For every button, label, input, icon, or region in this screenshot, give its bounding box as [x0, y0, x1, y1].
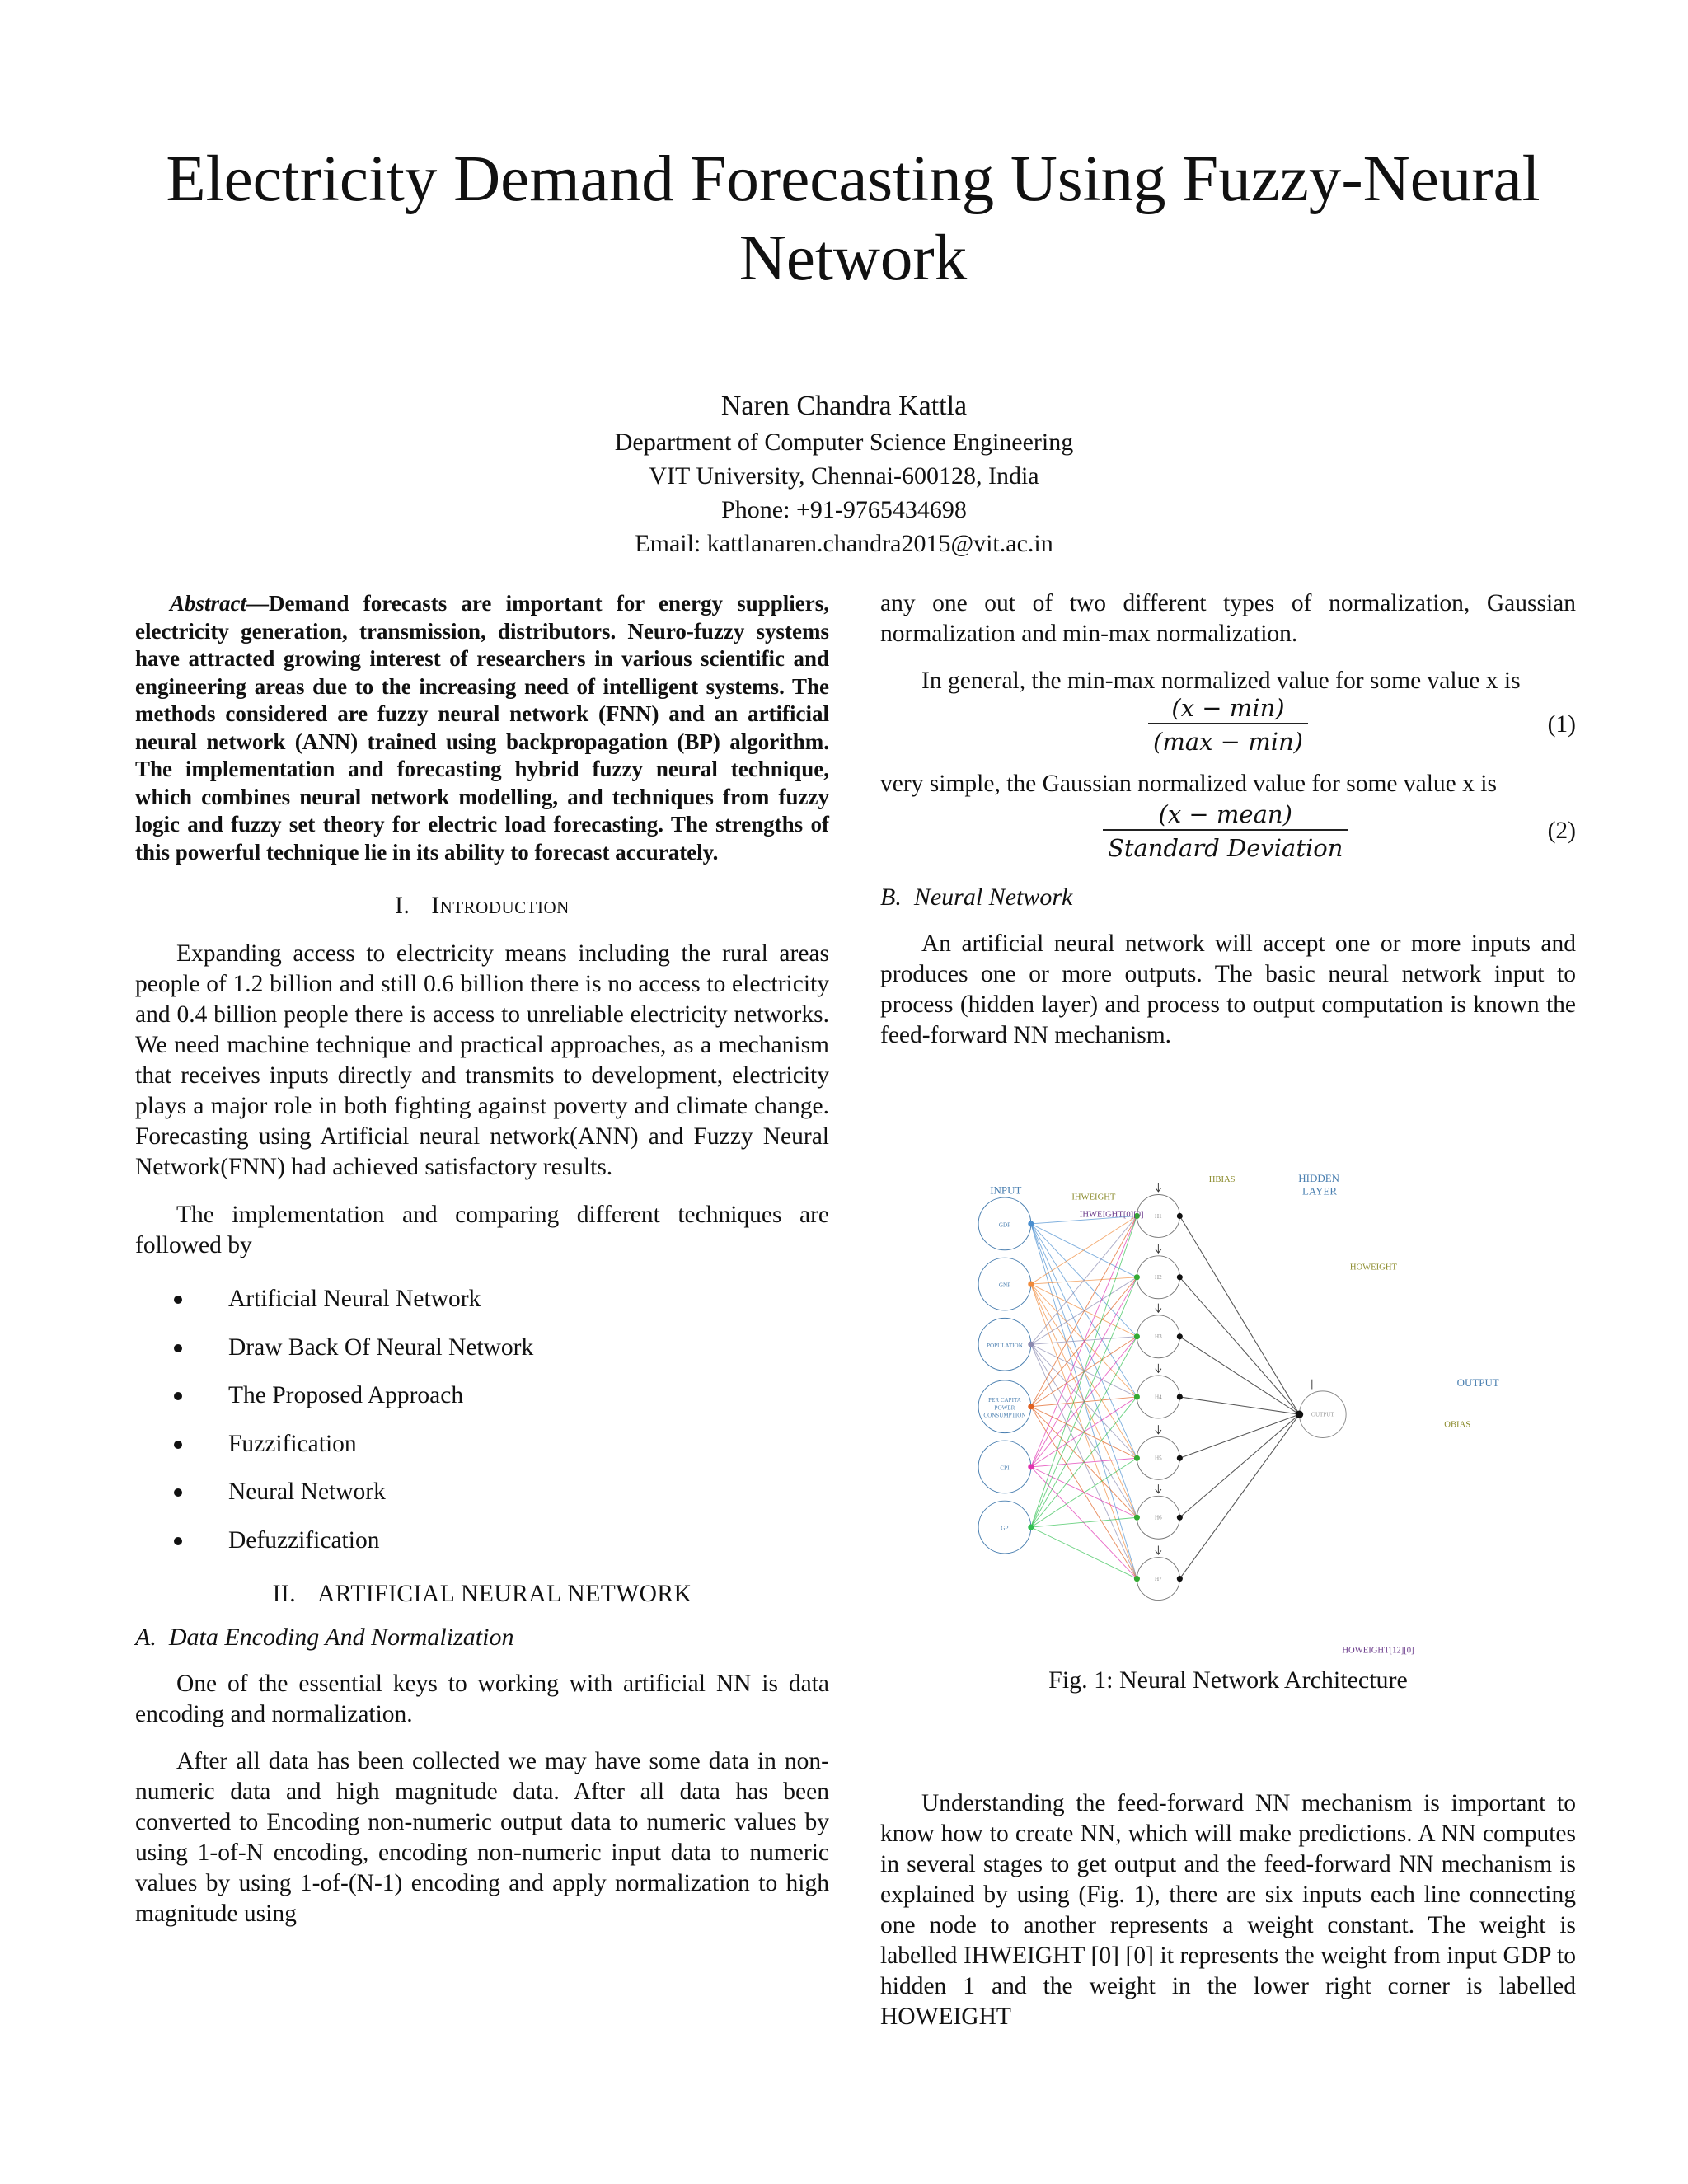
bullet-dot — [174, 1344, 182, 1352]
section-title: ARTIFICIAL NEURAL NETWORK — [317, 1581, 692, 1607]
label-input: INPUT — [990, 1183, 1022, 1197]
hidden-node-label: H4 — [1155, 1394, 1162, 1401]
label-obias: OBIAS — [1444, 1420, 1471, 1430]
hidden-output-edges — [1179, 1216, 1299, 1578]
abstract-text: —Demand forecasts are important for energy suppliers, electricity generation, transmission, distributors. Neuro-fuzzy systems have attracted growing interest of researchers in various scientific and engineering areas due to the increasing need of intelligent systems. The methods considered are fuzzy neural network (FNN) and an artificial neural network (ANN) trained using backpropagation (BP) algorithm. The implementation and forecasting hybrid fuzzy neural technique, which combines neural network modelling, and techniques from fuzzy logic and fuzzy set theory for electric load forecasting. The strengths of this powerful technique lie in its ability to forecast accurately. — [135, 591, 829, 865]
neural-network-diagram — [956, 1146, 1499, 1656]
hidden-node-label: H7 — [1155, 1575, 1162, 1582]
input-port-dot — [1028, 1282, 1034, 1287]
abstract-label: Abstract — [170, 591, 247, 616]
topics-list-item — [135, 1284, 829, 1333]
hidden-out-dot — [1177, 1274, 1183, 1280]
topics-list — [135, 1284, 829, 1573]
bullet-dot — [174, 1537, 182, 1545]
input-port-dot — [1028, 1404, 1034, 1409]
section-heading-introduction — [135, 891, 829, 921]
section-number: II. — [272, 1581, 297, 1607]
ih-weight-edge — [1031, 1216, 1137, 1466]
topics-list-item-label: Defuzzification — [228, 1526, 380, 1554]
feed-forward-paragraph: Understanding the feed-forward NN mechanism is important to know how to create NN, which will make predictions. A NN computes in several stages to get output and the feed-forward NN mechanism is explained by using (Fig. 1), there are six inputs each line connecting one node to another represents a weight constant. The weight is labelled IHWEIGHT [0] [0] it represents the weight from input GDP to hidden 1 and the weight in the lower right corner is labelled HOWEIGHT — [880, 1790, 1576, 2030]
section-title: Introduction — [431, 893, 570, 919]
equation-2-fraction — [1103, 799, 1348, 864]
label-howeight: HOWEIGHT — [1349, 1263, 1397, 1272]
hidden-out-dot — [1177, 1455, 1183, 1461]
right-column — [880, 588, 1576, 1051]
ho-weight-edge — [1179, 1337, 1299, 1414]
equation-2-number: (2) — [1547, 818, 1576, 844]
input-port-dot — [1028, 1525, 1034, 1530]
topics-list-item-label: Fuzzification — [228, 1430, 357, 1457]
hidden-in-dot — [1134, 1576, 1140, 1582]
equation-1-denominator: (max − min) — [1153, 728, 1303, 756]
hidden-out-dot — [1177, 1333, 1183, 1339]
label-output: OUTPUT — [1456, 1376, 1499, 1389]
ho-weight-edge — [1179, 1414, 1299, 1578]
bullet-dot — [174, 1296, 182, 1304]
label-hidden: HIDDEN — [1298, 1172, 1340, 1185]
ih-weight-edge — [1031, 1467, 1137, 1579]
hidden-node-label: H5 — [1155, 1455, 1162, 1462]
ih-weight-edge — [1031, 1397, 1137, 1527]
neural-network-paragraph: An artificial neural network will accept one or more inputs and produces one or more outputs. The basic neural network input to process (hidden layer) and process to output computation is known the feed-forward NN mechanism. — [880, 930, 1576, 1048]
ih-weight-edge — [1031, 1216, 1137, 1406]
section-heading-ann — [135, 1579, 829, 1610]
input-node-label: GNP — [998, 1282, 1011, 1289]
label-ihweight: IHWEIGHT — [1071, 1193, 1116, 1202]
input-node-label: PER CAPITA — [988, 1396, 1021, 1404]
abstract — [135, 590, 829, 866]
input-node-label: GDP — [998, 1221, 1011, 1229]
left-column — [135, 590, 829, 1929]
input-port-dot — [1028, 1342, 1034, 1347]
section-number: I. — [395, 893, 410, 919]
ho-weight-edge — [1179, 1414, 1299, 1517]
ih-weight-edge — [1031, 1277, 1137, 1527]
intro-paragraph-2: The implementation and comparing different techniques are followed by — [135, 1202, 829, 1258]
author-phone: Phone: +91-9765434698 — [721, 496, 967, 523]
label-hbias: HBIAS — [1208, 1175, 1236, 1185]
topics-list-item-label: Artificial Neural Network — [228, 1286, 481, 1312]
diagram-labels — [990, 1172, 1499, 1655]
equation-1-fraction — [1148, 693, 1308, 757]
network-nodes — [978, 1183, 1346, 1600]
input-node-label: CONSUMPTION — [983, 1412, 1026, 1419]
bullet-dot — [174, 1392, 182, 1400]
normalization-paragraph: any one out of two different types of normalization, Gaussian normalization and min-max normalization. — [880, 590, 1576, 647]
subsection-label: A. — [135, 1624, 157, 1651]
label-ihweight-00: IHWEIGHT[0][0] — [1079, 1210, 1144, 1220]
subsection-title: Data Encoding And Normalization — [168, 1624, 514, 1651]
equation-2-denominator: Standard Deviation — [1108, 834, 1343, 862]
output-in-dot — [1296, 1410, 1303, 1418]
topics-list-item — [135, 1429, 829, 1478]
hidden-out-dot — [1177, 1515, 1183, 1521]
equation-1-numerator: (x − min) — [1171, 694, 1285, 722]
author-university: VIT University, Chennai-600128, India — [649, 462, 1039, 490]
author-block — [0, 387, 1688, 560]
gaussian-paragraph: very simple, the Gaussian normalized value for some value x is — [880, 771, 1497, 797]
hidden-out-dot — [1177, 1394, 1183, 1399]
ih-weight-edge — [1031, 1224, 1137, 1277]
hidden-node-label: H6 — [1155, 1514, 1162, 1521]
equation-1-number: (1) — [1547, 711, 1576, 738]
hidden-in-dot — [1134, 1274, 1140, 1280]
paper-title: Electricity Demand Forecasting Using Fuzzy-Neural Network — [166, 143, 1540, 294]
ho-weight-edge — [1179, 1277, 1299, 1414]
hidden-node-label: H1 — [1155, 1212, 1162, 1220]
figure-1-caption: Fig. 1: Neural Network Architecture — [1048, 1666, 1408, 1694]
encoding-paragraph-2: After all data has been collected we may have some data in non-numeric data and high magnitude data. After all data has been converted to Encoding non-numeric output data to numeric values by using 1-of-N encoding, encoding non-numeric input data to numeric values by using 1-of-(N-1) encoding and apply normalization to high magnitude using — [135, 1748, 829, 1927]
topics-list-item-label: The Proposed Approach — [228, 1382, 464, 1408]
subsection-label: B. — [880, 883, 902, 911]
subsection-title: Neural Network — [913, 883, 1073, 911]
topics-list-item — [135, 1526, 829, 1574]
output-node-label: OUTPUT — [1311, 1411, 1334, 1418]
bullet-dot — [174, 1488, 182, 1497]
hidden-in-dot — [1134, 1333, 1140, 1339]
label-howeight-12-0: HOWEIGHT[12][0] — [1342, 1646, 1414, 1656]
subsection-heading-neural-network — [880, 882, 1576, 912]
hidden-node-label: H3 — [1155, 1333, 1162, 1341]
author-department: Department of Computer Science Engineering — [614, 429, 1074, 456]
hidden-out-dot — [1177, 1213, 1183, 1219]
hidden-node-label: H2 — [1155, 1274, 1162, 1282]
ho-weight-edge — [1179, 1216, 1299, 1414]
equation-2 — [880, 799, 1576, 864]
bullet-dot — [174, 1441, 182, 1449]
figure-1 — [956, 1146, 1499, 1656]
hidden-in-dot — [1134, 1394, 1140, 1399]
subsection-heading-data-encoding — [135, 1622, 829, 1652]
hidden-in-dot — [1134, 1455, 1140, 1461]
encoding-paragraph-1: One of the essential keys to working with artificial NN is data encoding and normalization. — [135, 1671, 829, 1727]
input-node-label: CPI — [1000, 1465, 1010, 1472]
author-email: Email: kattlanaren.chandra2015@vit.ac.in — [635, 530, 1053, 557]
label-layer: LAYER — [1302, 1184, 1338, 1197]
minmax-paragraph: In general, the min-max normalized value for some value x is — [921, 668, 1521, 694]
hidden-in-dot — [1134, 1515, 1140, 1521]
topics-list-item — [135, 1333, 829, 1381]
ih-weight-edge — [1031, 1458, 1137, 1527]
ho-weight-edge — [1179, 1397, 1299, 1414]
input-node-label: POWER — [994, 1404, 1015, 1412]
equation-2-numerator: (x − mean) — [1158, 800, 1292, 828]
input-port-dot — [1028, 1464, 1034, 1469]
intro-paragraph-1: Expanding access to electricity means including the rural areas people of 1.2 billion and still 0.6 billion there is no access to electricity and 0.4 billion people there is access to unreliable electricity networks. We need machine technique and practical approaches, as a mechanism that receives inputs directly and transmits to development, electricity plays a major role in both fighting against poverty and climate change. Forecasting using Artificial neural network(ANN) and Fuzzy Neural Network(FNN) had achieved satisfactory results. — [135, 940, 829, 1180]
ih-weight-edge — [1031, 1216, 1137, 1344]
hidden-out-dot — [1177, 1576, 1183, 1582]
topics-list-item-label: Neural Network — [228, 1479, 386, 1505]
equation-1 — [880, 693, 1576, 757]
topics-list-item — [135, 1477, 829, 1526]
topics-list-item — [135, 1380, 829, 1429]
author-name: Naren Chandra Kattla — [720, 391, 968, 421]
ho-weight-edge — [1179, 1414, 1299, 1458]
input-port-dot — [1028, 1221, 1034, 1226]
input-hidden-edges — [1031, 1216, 1137, 1578]
topics-list-item-label: Draw Back Of Neural Network — [228, 1333, 534, 1361]
input-node-label: POPULATION — [987, 1342, 1023, 1349]
input-node-label: GP — [1001, 1525, 1009, 1532]
